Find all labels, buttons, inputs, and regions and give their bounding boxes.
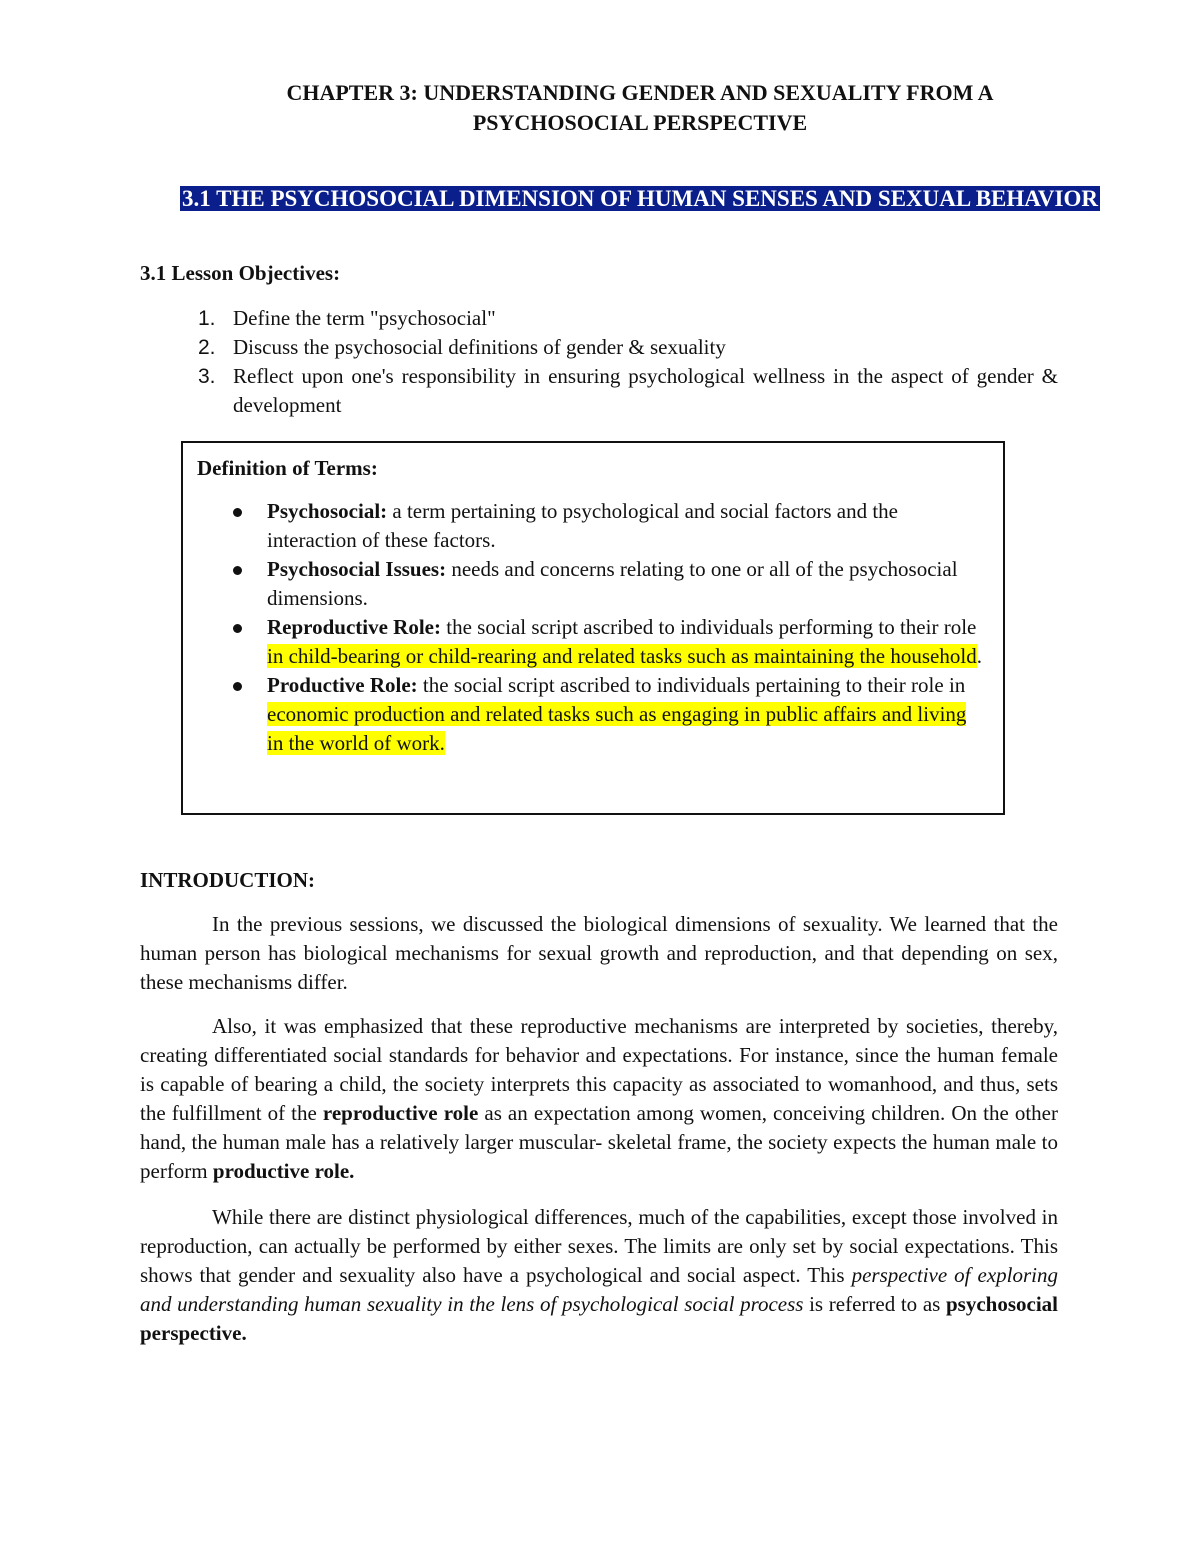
definition-term: Psychosocial Issues:	[267, 557, 447, 581]
definition-text: the social script ascribed to individuals performing to their role	[441, 615, 977, 639]
objectives-heading: 3.1 Lesson Objectives:	[140, 261, 341, 285]
paragraph-text: While there are distinct physiological differences, much of the capabilities, except those involved in reproduction, can actually be performed by either sexes. The limits are only set by social expectations. This shows that gender and sexuality also have a psychological and social aspect. This	[140, 1205, 1058, 1287]
objective-text: Discuss the psychosocial definitions of gender & sexuality	[233, 335, 726, 359]
section-title	[140, 184, 1140, 213]
paragraph-text: as an expectation among women, conceiving children. On the other hand, the human male has a relatively larger muscular- skeletal frame, the society expects the human male to perform	[140, 1101, 1058, 1183]
definition-term: Psychosocial:	[267, 499, 388, 523]
paragraph-text: Also, it was emphasized that these reproductive mechanisms are interpreted by societies, thereby, creating differentiated social standards for behavior and expectations. For instance, since the human female is capable of bearing a child, the society interprets this capacity as associated to womanhood, and thus, sets the fulfillment of the	[140, 1014, 1058, 1125]
definition-text-end: .	[976, 644, 982, 668]
definition-text: a term pertaining to psychological and social factors and the interaction of these factors.	[267, 499, 898, 552]
intro-paragraph-3	[140, 1203, 1058, 1348]
definition-item	[197, 613, 987, 671]
definition-heading: Definition of Terms:	[197, 456, 378, 480]
intro-paragraph-1: In the previous sessions, we discussed the biological dimensions of sexuality. We learned that the human person has biological mechanisms for sexual growth and reproduction, and that depending on sex, these mechanisms differ.	[140, 912, 1058, 994]
chapter-title	[140, 78, 1140, 138]
section-title-text: 3.1 THE PSYCHOSOCIAL DIMENSION OF HUMAN SENSES AND SEXUAL BEHAVIOR	[182, 186, 1098, 211]
italic-definition: perspective of exploring and understanding human sexuality in the lens of psychological social process	[140, 1263, 1058, 1316]
bullet-icon	[233, 624, 242, 633]
objective-number: 2.	[198, 336, 216, 359]
intro-paragraph-2	[140, 1012, 1058, 1186]
objective-text: Define the term "psychosocial"	[233, 306, 496, 330]
objective-item	[140, 333, 1058, 362]
highlighted-text: economic production and related tasks such as engaging in public affairs and living in the world of work.	[267, 702, 967, 755]
definition-text: needs and concerns relating to one or all of the psychosocial dimensions.	[267, 557, 958, 610]
bullet-icon	[233, 508, 242, 517]
definition-item	[197, 555, 987, 613]
definition-item	[197, 671, 987, 758]
objectives-list	[140, 304, 1058, 420]
emphasis-reproductive-role: reproductive role	[322, 1101, 479, 1125]
definition-term: Reproductive Role:	[267, 615, 441, 639]
objective-item	[140, 362, 1058, 420]
emphasis-psychosocial-perspective: psychosocial perspective.	[140, 1292, 1058, 1345]
bullet-icon	[233, 682, 242, 691]
highlighted-text: in child-bearing or child-rearing and related tasks such as maintaining the household	[267, 644, 977, 668]
emphasis-productive-role: productive role.	[212, 1159, 355, 1183]
definition-box	[181, 441, 1005, 815]
definition-text: the social script ascribed to individuals pertaining to their role in	[417, 673, 966, 697]
chapter-title-line-2: PSYCHOSOCIAL PERSPECTIVE	[472, 110, 808, 135]
introduction-heading: INTRODUCTION:	[140, 868, 316, 892]
definition-list	[197, 497, 987, 758]
definition-item	[197, 497, 987, 555]
paragraph-text: is referred to as	[803, 1292, 946, 1316]
objective-item	[140, 304, 1058, 333]
objective-number: 3.	[198, 365, 216, 388]
chapter-title-line-1: CHAPTER 3: UNDERSTANDING GENDER AND SEXUALITY FROM A	[286, 80, 994, 105]
objective-text: Reflect upon one's responsibility in ensuring psychological wellness in the aspect of gender & development	[233, 364, 1058, 417]
bullet-icon	[233, 566, 242, 575]
objective-number: 1.	[198, 307, 216, 330]
definition-term: Productive Role:	[267, 673, 418, 697]
